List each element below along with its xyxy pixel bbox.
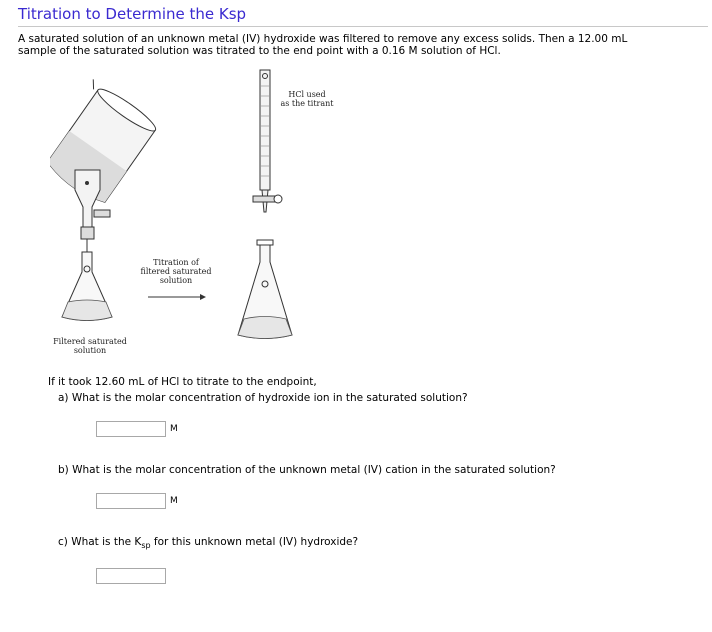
question-a: a) What is the molar concentration of hydroxide ion in the saturated solution?	[58, 392, 468, 404]
title-divider	[18, 26, 708, 27]
question-intro: If it took 12.60 mL of HCl to titrate to the endpoint,	[48, 376, 317, 388]
answer-c-input[interactable]	[96, 568, 166, 584]
answer-b-input[interactable]	[96, 493, 166, 509]
titrant-label: HCl used as the titrant	[280, 90, 334, 108]
page-title: Titration to Determine the Ksp	[18, 5, 247, 23]
titration-figure	[50, 62, 334, 366]
titration-apparatus-illustration	[50, 62, 310, 362]
titration-label: Titration of filtered saturated solution	[140, 258, 212, 285]
right-flask-icon	[238, 240, 292, 339]
question-c: c) What is the $K_{sp}$ for this unknown metal (IV) hydroxide?	[58, 536, 359, 551]
answer-a-input[interactable]	[96, 421, 166, 437]
answer-a-unit: M	[170, 424, 178, 434]
left-flask-icon	[62, 252, 112, 321]
question-b: b) What is the molar concentration of the unknown metal (IV) cation in the saturated solution?	[58, 464, 556, 476]
pouring-beaker-icon	[50, 79, 159, 208]
filtered-solution-label: Filtered saturated solution	[53, 337, 127, 355]
problem-statement: A saturated solution of an unknown metal (IV) hydroxide was filtered to remove any excess solids. Then a 12.00 mL sample of the saturated solution was titrated to the end point with a 0.16 M solution of HCl.	[18, 33, 628, 57]
answer-b-unit: M	[170, 496, 178, 506]
